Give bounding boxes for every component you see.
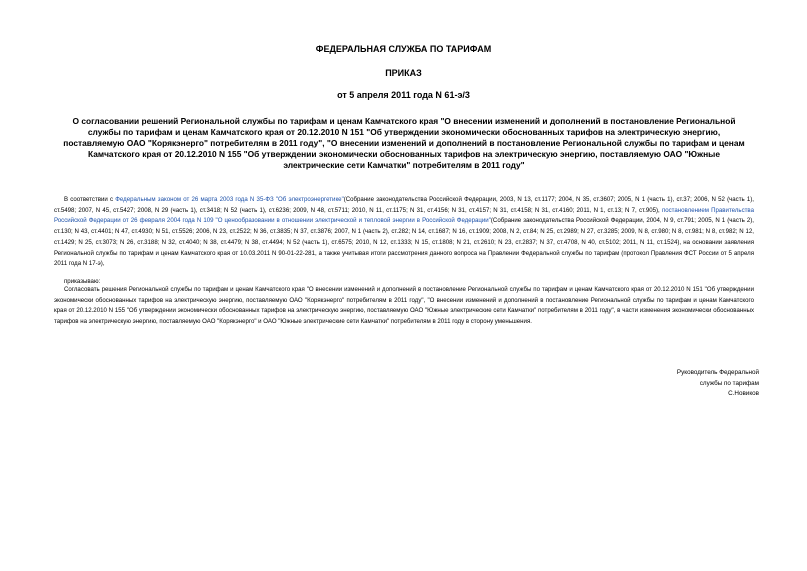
- document-title: О согласовании решений Региональной службы по тарифам и ценам Камчатского края "О внесении изменений и дополнений в постановление Региональной службы по тарифам и ценам Камчатского края от 20.12.2010 N 151 "Об утверждении экономически обоснованных тарифов на электрическую энергию, поставляемую ОАО "Корякэнерго" потребителям в 2011 году", "О внесении изменений и дополнений в постановление Региональной службы по тарифам и ценам Камчатского края от 20.12.2010 N 155 "Об утверждении экономически обоснованных тарифов на электрическую энергию, поставляемую ОАО "Южные электрические сети Камчатки" потребителям в 2011 году": [63, 116, 745, 170]
- signature-name: С.Новиков: [728, 390, 759, 397]
- preamble-tail: (Собрание законодательства Российской Федерации, 2004, N 9, ст.791; 2005, N 1 (часть 2), ст.130; N 43, ст.4401; N 47, ст.4930; N 51, ст.5526; 2006, N 23, ст.2522; N 36, ст.3835; N 37, ст.3876; 2007, N 1 (часть 2), ст.282; N 14, ст.1687; N 16, ст.1909; 2008, N 2, ст.84; N 25, ст.2989; N 27, ст.3285; 2009, N 8, ст.980; N 8, ст.981; N 8, ст.982; N 12, ст.1429; N 25, ст.3073; N 26, ст.3188; N 32, ст.4040; N 38, ст.4479; N 38, ст.4494; N 52 (часть 1), ст.6575; 2010, N 12, ст.1333; N 15, ст.1808; N 21, ст.2610; N 23, ст.2837; N 37, ст.4708, N 40, ст.5102; 2011, N 11, ст.1524), на основании заявления Региональной службы по тарифам и ценам Камчатского края от 10.03.2011 N 90-01-22-281, а также учитывая итоги рассмотрения данного вопроса на Правлении Федеральной службы по тарифам (протокол Правления ФСТ России от 5 апреля 2011 года N 17-э),: [54, 217, 754, 268]
- signature-position-line2: службы по тарифам: [699, 379, 759, 387]
- preamble-mid: (Собрание законодательства Российской Федерации, 2003, N 13, ст.1177; 2004, N 35, ст.3607; 2005, N 1 (часть 1), ст.37; 2006, N 52 (часть 1), ст.5498; 2007, N 45, ст.5427; 2008, N 29 (часть 1), ст.3418; N 52 (часть 1), ст.6236; 2009, N 48, ст.5711; 2010, N 11, ст.1175; N 31, ст.4156; N 31, ст.4157; N 31, ст.4158; N 31, ст.4160; 2011, N 1, ст.13; N 7, ст.905),: [54, 196, 754, 214]
- agency-heading: ФЕДЕРАЛЬНАЯ СЛУЖБА ПО ТАРИФАМ: [315, 44, 492, 54]
- preamble-paragraph: [54, 195, 754, 270]
- federal-law-link[interactable]: Федеральным законом от 26 марта 2003 года N 35-ФЗ "Об электроэнергетике": [115, 196, 344, 203]
- signature-position-line1: Руководитель Федеральной: [676, 369, 759, 376]
- order-word-text: приказываю:: [64, 278, 101, 285]
- government-decree-link[interactable]: постановлением Правительства Российской Федерации от 26 февраля 2004 года N 109 "О ценообразовании в отношении электрической и тепловой энергии в Российской Федерации": [54, 206, 754, 225]
- preamble-lead: В соответствии с: [64, 196, 116, 203]
- document-type: ПРИКАЗ: [385, 68, 422, 78]
- decision-text: Согласовать решения Региональной службы по тарифам и ценам Камчатского края "О внесении изменений и дополнений в постановление Региональной службы по тарифам и ценам Камчатского края от 20.12.2010 N 151 "Об утверждении экономически обоснованных тарифов на электрическую энергию, поставляемую ОАО "Корякэнерго" потребителям в 2011 году", "О внесении изменений и дополнений в постановление Региональной службы по тарифам и ценам Камчатского края от 20.12.2010 N 155 "Об утверждении экономически обоснованных тарифов на электрическую энергию, поставляемую ОАО "Южные электрические сети Камчатки" потребителям в 2011 году", в части изменения экономически обоснованных тарифов на электрическую энергию, поставляемую ОАО "Корякэнерго" и ОАО "Южные электрические сети Камчатки" потребителям в 2011 году в сторону уменьшения.: [54, 286, 754, 326]
- document-date-number: от 5 апреля 2011 года N 61-э/3: [337, 90, 470, 100]
- signature-block: [559, 368, 759, 400]
- decision-paragraph: [54, 285, 754, 328]
